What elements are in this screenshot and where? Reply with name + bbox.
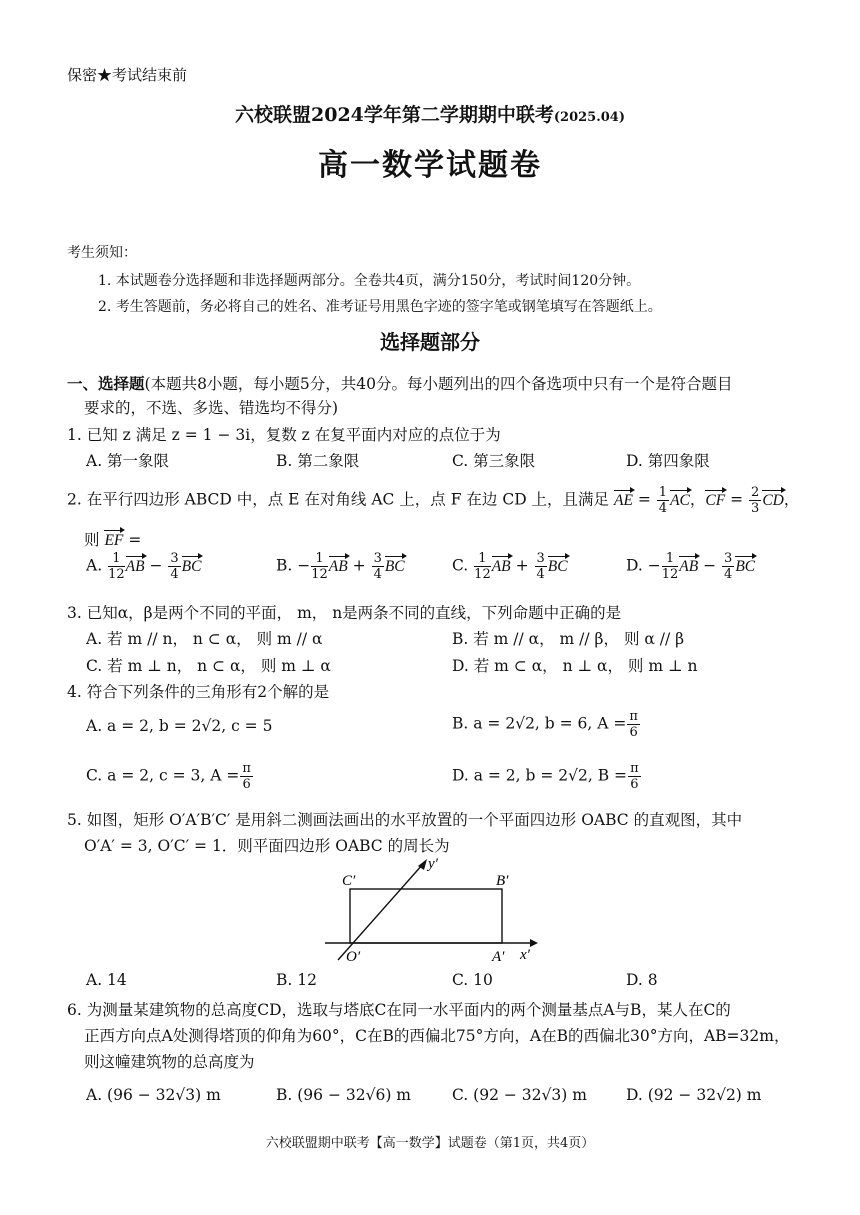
q4-option-c-text: C. a = 2, c = 3, A = xyxy=(86,766,240,785)
q2-option-d: D. − $\frac{1}{12}$ AB − $\frac{3}{4}$ BC xyxy=(626,551,756,582)
exam-title-text: 六校联盟2024学年第二学期期中联考 xyxy=(235,104,554,126)
question-2-stem: 2. 在平行四边形 ABCD 中，点 E 在对角线 AC 上，点 F 在边 CD 上，且满足 AE = $\frac{1}{4}$ AC，CF = $\frac{2}{3}$ CD， xyxy=(67,485,800,516)
q4-option-b: B. a = 2√2, b = 6, A = $\frac{\pi}{6}$ xyxy=(452,709,638,740)
exam-date: (2025.04) xyxy=(553,110,625,125)
label-o: O′ xyxy=(346,949,361,965)
section-title: 选择题部分 xyxy=(380,330,480,354)
exam-title xyxy=(0,100,860,127)
question-1-stem: 1. 已知 z 满足 z = 1 − 3i，复数 z 在复平面内对应的点位于为 xyxy=(67,426,501,444)
question-5-stem-2: O′A′ = 3, O′C′ = 1．则平面四边形 OABC 的周长为 xyxy=(84,837,450,855)
label-y: y′ xyxy=(428,856,438,872)
notice-item: 2. 考生答题前，务必将自己的姓名、准考证号用黑色字迹的签字笔或钢笔填写在答题纸上。 xyxy=(98,299,662,315)
part1-desc: (本题共8小题，每小题5分，共40分。每小题列出的四个备选项中只有一个是符合题目 xyxy=(144,375,733,393)
question-5-stem: 5. 如图，矩形 O′A′B′C′ 是用斜二测画法画出的水平放置的一个平面四边形 OABC 的直观图，其中 xyxy=(67,811,743,829)
notice-heading: 考生须知： xyxy=(67,245,137,261)
q3-option-c: C. 若 m ⊥ n， n ⊂ α， 则 m ⊥ α xyxy=(86,657,331,675)
q5-option-c: C. 10 xyxy=(452,971,493,989)
x-axis-arrow-icon xyxy=(530,939,538,947)
question-6-stem: 6. 为测量某建筑物的总高度CD，选取与塔底C在同一水平面内的两个测量基点A与B，某人在C的 xyxy=(67,1001,731,1019)
question-4-stem: 4. 符合下列条件的三角形有2个解的是 xyxy=(67,683,330,701)
q2-stem-text: 2. 在平行四边形 ABCD 中，点 E 在对角线 AC 上，点 F 在边 CD 上，且满足 xyxy=(67,490,610,509)
q6-option-b: B. (96 − 32√6) m xyxy=(276,1086,411,1104)
question-6-stem-3: 则这幢建筑物的总高度为 xyxy=(84,1053,255,1071)
notice-item: 1. 本试题卷分选择题和非选择题两部分。全卷共4页，满分150分，考试时间120分钟。 xyxy=(98,273,641,289)
q2-option-d-label: D. − xyxy=(626,556,661,575)
q4-option-a: A. a = 2, b = 2√2, c = 5 xyxy=(86,717,273,735)
q1-option-b: B. 第二象限 xyxy=(276,452,360,470)
question-6-stem-2: 正西方向点A处测得塔顶的仰角为60°，C在B的西偏北75°方向，A在B的西偏北30°方向，AB=32m， xyxy=(84,1027,790,1045)
q5-option-b: B. 12 xyxy=(276,971,317,989)
q1-option-a: A. 第一象限 xyxy=(86,452,170,470)
q4-option-c: C. a = 2, c = 3, A = $\frac{\pi}{6}$ xyxy=(86,761,251,792)
q6-option-d: D. (92 − 32√2) m xyxy=(626,1086,762,1104)
q3-option-d: D. 若 m ⊂ α， n ⊥ α， 则 m ⊥ n xyxy=(452,657,698,675)
q1-option-d: D. 第四象限 xyxy=(626,452,710,470)
q2-option-c-label: C. xyxy=(452,556,469,575)
question-2-stem-2: 则 EF = xyxy=(84,531,142,549)
fraction-1-4: $\frac{1}{4}$ xyxy=(658,485,668,516)
vector-cf: CF xyxy=(705,491,726,509)
q4-option-d-text: D. a = 2, b = 2√2, B = xyxy=(452,766,628,785)
q6-option-c: C. (92 − 32√3) m xyxy=(452,1086,587,1104)
q2-option-a-label: A. xyxy=(86,556,103,575)
confidential-mark: 保密★考试结束前 xyxy=(67,66,188,84)
part1-label: 一、选择题 xyxy=(67,374,145,393)
q2-option-b-label: B. − xyxy=(276,556,311,575)
vector-ae: AE xyxy=(614,491,633,509)
vector-ac: AC xyxy=(670,491,690,509)
q5-option-d: D. 8 xyxy=(626,971,658,989)
vector-ef: EF xyxy=(104,532,124,549)
q2-option-c: C. $\frac{1}{12}$ AB + $\frac{3}{4}$ BC xyxy=(452,551,568,582)
label-x: x′ xyxy=(520,947,530,963)
page-footer: 六校联盟期中联考【高一数学】试题卷（第1页，共4页） xyxy=(265,1136,595,1151)
q5-figure xyxy=(320,852,540,967)
label-c: C′ xyxy=(342,873,356,889)
q3-option-b: B. 若 m // α， m // β， 则 α // β xyxy=(452,630,685,648)
q5-option-a: A. 14 xyxy=(86,971,127,989)
q4-option-d: D. a = 2, b = 2√2, B = $\frac{\pi}{6}$ xyxy=(452,761,639,792)
rectangle-oabc xyxy=(350,889,502,943)
q2-stem-b: 则 xyxy=(84,531,100,549)
fraction-2-3: $\frac{2}{3}$ xyxy=(751,485,760,516)
paper-title: 高一数学试题卷 xyxy=(318,148,542,183)
part1-heading xyxy=(67,372,733,394)
label-a: A′ xyxy=(492,949,505,965)
q1-option-c: C. 第三象限 xyxy=(452,452,536,470)
question-3-stem: 3. 已知α，β是两个不同的平面， m， n是两条不同的直线，下列命题中正确的是 xyxy=(67,604,622,622)
q2-option-a: A. $\frac{1}{12}$ AB − $\frac{3}{4}$ BC xyxy=(86,551,202,582)
q4-option-b-text: B. a = 2√2, b = 6, A = xyxy=(452,714,627,733)
q3-option-a: A. 若 m // n， n ⊂ α， 则 m // α xyxy=(86,630,323,648)
q6-option-a: A. (96 − 32√3) m xyxy=(86,1086,221,1104)
label-b: B′ xyxy=(496,873,509,889)
q2-option-b: B. − $\frac{1}{12}$ AB + $\frac{3}{4}$ BC xyxy=(276,551,405,582)
vector-cd: CD xyxy=(762,491,784,509)
part1-desc-2: 要求的，不选、多选、错选均不得分) xyxy=(84,399,339,417)
